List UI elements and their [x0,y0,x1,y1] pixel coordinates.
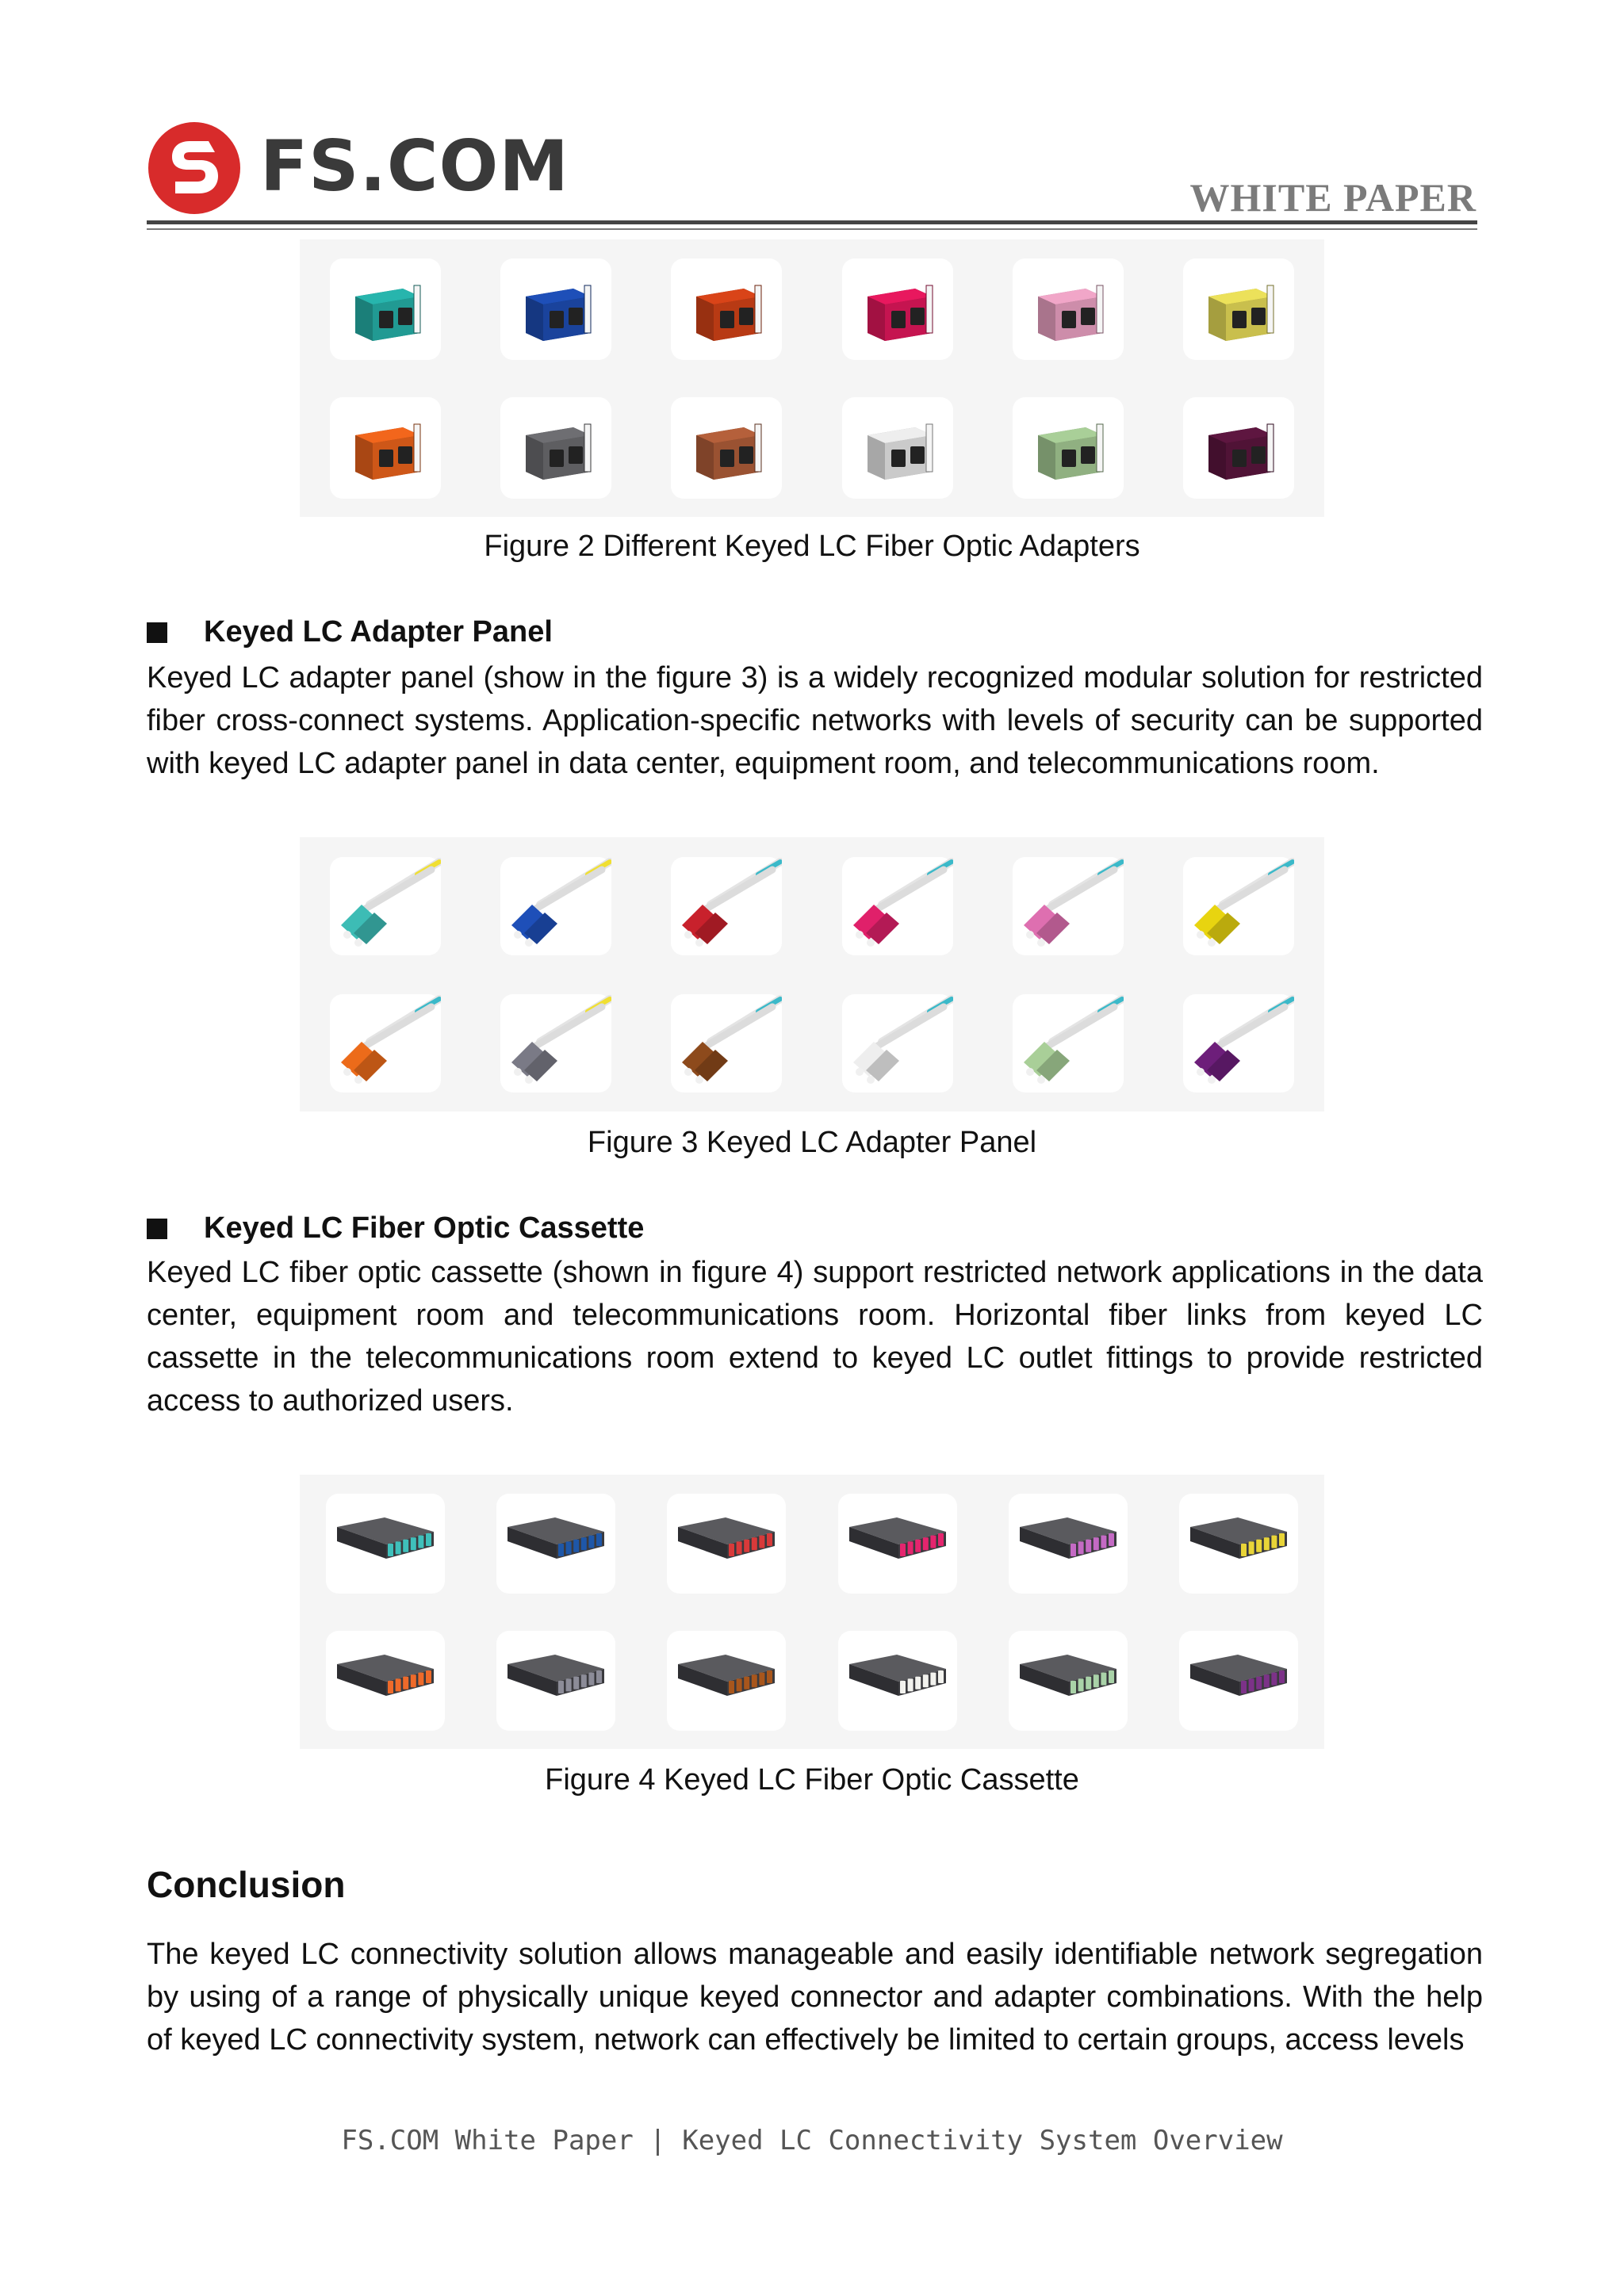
adapter-cell [812,378,982,517]
adapter-panel-paragraph: Keyed LC adapter panel (show in the figure 3) is a widely recognized modular solution for restricted fiber cross-connect systems. Application-specific networks with levels of security can be supported with keyed LC adapter panel in data center, equipment room, and telecommunications room. [147,661,1483,780]
patch-cord-cell [470,837,641,974]
lc-patch-cord-icon [1183,994,1294,1089]
lc-cassette-icon [508,1517,604,1573]
cassette-tile [496,1494,615,1594]
section-heading-text: Keyed LC Adapter Panel [204,615,553,649]
conclusion-paragraph: The keyed LC connectivity solution allows manageable and easily identifiable network segregation by using of a range of physically unique keyed connector and adapter combinations. With the help of keyed LC connectivity system, network can effectively be limited to certain groups, access levels [147,1938,1483,2057]
page-footer: FS.COM White Paper | Keyed LC Connectivity System Overview [341,2125,1283,2156]
bullet-square-icon [147,1219,167,1239]
lc-cassette-icon [678,1517,775,1573]
lc-patch-cord-icon [842,857,953,952]
lc-patch-cord-icon [1013,857,1124,952]
adapter-cell [812,239,982,378]
lc-cassette-icon [337,1517,434,1573]
adapter-cell [642,239,812,378]
cassette-tile [667,1631,786,1731]
lc-adapter-icon [860,416,939,484]
lc-adapter-icon [1201,416,1280,484]
patch-cord-tile [842,857,953,955]
lc-patch-cord-icon [330,994,441,1089]
adapter-tile [330,397,441,499]
cassette-tile [667,1494,786,1594]
figure-3-caption: Figure 3 Keyed LC Adapter Panel [587,1126,1037,1159]
adapter-cell [982,378,1153,517]
figure-4-cassette-image [300,1475,1324,1749]
cassette-cell [470,1475,641,1612]
adapter-cell [470,239,641,378]
patch-cord-cell [812,837,982,974]
patch-cord-tile [1183,857,1294,955]
cassette-cell [1154,1475,1324,1612]
lc-patch-cord-icon [671,994,782,1089]
lc-cassette-icon [678,1655,775,1710]
cassette-cell [982,1612,1153,1749]
patch-cord-grid [300,837,1324,1112]
lc-patch-cord-icon [671,857,782,952]
lc-adapter-icon [518,277,597,346]
adapter-tile [1013,397,1124,499]
document-type-label: WHITE PAPER [1189,175,1477,220]
lc-patch-cord-icon [842,994,953,1089]
cassette-tile [326,1631,445,1731]
cassette-tile [1179,1494,1298,1594]
lc-patch-cord-icon [1183,857,1294,952]
figure-2-adapters-image [300,239,1324,517]
patch-cord-cell [300,837,470,974]
lc-patch-cord-icon [500,857,611,952]
conclusion-heading: Conclusion [147,1864,346,1905]
lc-patch-cord-icon [330,857,441,952]
lc-cassette-icon [508,1655,604,1710]
figure-2-caption: Figure 2 Different Keyed LC Fiber Optic Adapters [484,530,1140,563]
cassette-tile [1009,1494,1128,1594]
adapter-cell [1154,239,1324,378]
patch-cord-tile [842,994,953,1093]
patch-cord-cell [1154,974,1324,1112]
cassette-tile [1179,1631,1298,1731]
patch-cord-cell [300,974,470,1112]
lc-patch-cord-icon [500,994,611,1089]
cassette-paragraph: Keyed LC fiber optic cassette (shown in figure 4) support restricted network applications in the data center, equipment room and telecommunications room. Horizontal fiber links from keyed LC cassette in the telecommunications room extend to keyed LC outlet fittings to provide restricted access to authorized users. [147,1256,1483,1418]
patch-cord-tile [500,994,611,1093]
cassette-tile [1009,1631,1128,1731]
cassette-grid [300,1475,1324,1749]
lc-cassette-icon [1190,1655,1287,1710]
fs-logo-icon [147,121,242,216]
adapter-tile [671,397,782,499]
adapter-tile [671,258,782,360]
patch-cord-tile [330,857,441,955]
cassette-cell [1154,1612,1324,1749]
section-heading-adapter-panel [147,615,553,649]
figure-4-caption: Figure 4 Keyed LC Fiber Optic Cassette [545,1763,1079,1797]
patch-cord-cell [982,837,1153,974]
lc-adapter-icon [1030,277,1109,346]
cassette-cell [470,1612,641,1749]
cassette-cell [642,1612,812,1749]
adapter-tile [1183,258,1294,360]
adapter-grid [300,239,1324,517]
patch-cord-tile [671,857,782,955]
patch-cord-tile [1013,857,1124,955]
patch-cord-cell [982,974,1153,1112]
patch-cord-tile [671,994,782,1093]
lc-adapter-icon [347,416,427,484]
patch-cord-cell [1154,837,1324,974]
section-heading-text: Keyed LC Fiber Optic Cassette [204,1211,645,1245]
lc-adapter-icon [688,416,768,484]
cassette-cell [982,1475,1153,1612]
cassette-cell [300,1475,470,1612]
cassette-cell [300,1612,470,1749]
patch-cord-tile [1013,994,1124,1093]
header-rule-thin [147,228,1477,230]
cassette-tile [838,1494,957,1594]
lc-patch-cord-icon [1013,994,1124,1089]
figure-3-adapter-panel-image [300,837,1324,1112]
lc-cassette-icon [849,1655,946,1710]
adapter-tile [1013,258,1124,360]
section-heading-cassette [147,1211,644,1246]
lc-adapter-icon [860,277,939,346]
adapter-cell [1154,378,1324,517]
lc-adapter-icon [1201,277,1280,346]
adapter-tile [842,258,953,360]
patch-cord-tile [1183,994,1294,1093]
lc-adapter-icon [1030,416,1109,484]
patch-cord-cell [642,974,812,1112]
adapter-tile [500,397,611,499]
lc-cassette-icon [337,1655,434,1710]
patch-cord-tile [330,994,441,1093]
adapter-tile [330,258,441,360]
patch-cord-cell [812,974,982,1112]
logo-wordmark: FS.COM [260,125,569,207]
lc-cassette-icon [1190,1517,1287,1573]
cassette-tile [838,1631,957,1731]
header-rule [147,220,1477,224]
adapter-tile [1183,397,1294,499]
adapter-cell [300,239,470,378]
adapter-cell [982,239,1153,378]
lc-cassette-icon [1020,1517,1116,1573]
lc-cassette-icon [849,1517,946,1573]
bullet-square-icon [147,622,167,643]
patch-cord-cell [470,974,641,1112]
lc-adapter-icon [518,416,597,484]
lc-cassette-icon [1020,1655,1116,1710]
cassette-cell [812,1475,982,1612]
lc-adapter-icon [688,277,768,346]
cassette-tile [326,1494,445,1594]
patch-cord-cell [642,837,812,974]
patch-cord-tile [500,857,611,955]
adapter-cell [642,378,812,517]
adapter-cell [300,378,470,517]
cassette-cell [812,1612,982,1749]
adapter-cell [470,378,641,517]
lc-adapter-icon [347,277,427,346]
adapter-tile [500,258,611,360]
adapter-tile [842,397,953,499]
cassette-cell [642,1475,812,1612]
cassette-tile [496,1631,615,1731]
